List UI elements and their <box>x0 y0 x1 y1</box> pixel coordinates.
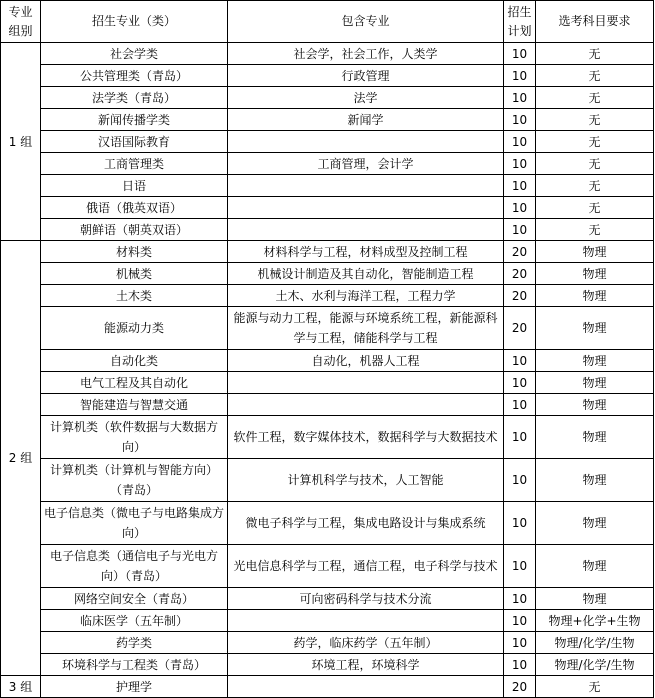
group-label: 3 组 <box>1 676 41 698</box>
category-cell: 材料类 <box>41 241 228 263</box>
majors-cell: 法学 <box>228 87 504 109</box>
table-row <box>1 263 654 285</box>
subjects-cell: 无 <box>536 153 654 175</box>
majors-cell: 机械设计制造及其自动化，智能制造工程 <box>228 263 504 285</box>
majors-cell <box>228 610 504 632</box>
category-cell: 临床医学（五年制） <box>41 610 228 632</box>
category-cell: 智能建造与智慧交通 <box>41 394 228 416</box>
majors-cell <box>228 219 504 241</box>
category-cell: 电子信息类（通信电子与光电方向）（青岛） <box>41 545 228 588</box>
plan-cell: 10 <box>504 610 536 632</box>
majors-cell: 工商管理，会计学 <box>228 153 504 175</box>
table-row <box>1 65 654 87</box>
category-cell: 计算机类（软件数据与大数据方向） <box>41 416 228 459</box>
category-cell: 药学类 <box>41 632 228 654</box>
plan-cell: 10 <box>504 372 536 394</box>
table-row <box>1 87 654 109</box>
plan-cell: 10 <box>504 87 536 109</box>
header-plan: 招生计划 <box>504 1 536 43</box>
majors-cell: 自动化，机器人工程 <box>228 350 504 372</box>
plan-cell: 10 <box>504 502 536 545</box>
majors-cell: 环境工程，环境科学 <box>228 654 504 676</box>
subjects-cell: 物理 <box>536 350 654 372</box>
table-row <box>1 610 654 632</box>
category-cell: 电气工程及其自动化 <box>41 372 228 394</box>
subjects-cell: 物理 <box>536 545 654 588</box>
category-cell: 新闻传播学类 <box>41 109 228 131</box>
majors-cell: 光电信息科学与工程，通信工程，电子科学与技术 <box>228 545 504 588</box>
header-majors: 包含专业 <box>228 1 504 43</box>
category-cell: 汉语国际教育 <box>41 131 228 153</box>
category-cell: 法学类（青岛） <box>41 87 228 109</box>
plan-cell: 20 <box>504 307 536 350</box>
category-cell: 土木类 <box>41 285 228 307</box>
table-row <box>1 131 654 153</box>
subjects-cell: 无 <box>536 197 654 219</box>
table-row <box>1 676 654 698</box>
majors-cell <box>228 175 504 197</box>
plan-cell: 10 <box>504 175 536 197</box>
subjects-cell: 物理+化学+生物 <box>536 610 654 632</box>
majors-cell: 能源与动力工程，能源与环境系统工程，新能源科学与工程，储能科学与工程 <box>228 307 504 350</box>
majors-cell <box>228 372 504 394</box>
majors-cell <box>228 131 504 153</box>
header-group: 专业组别 <box>1 1 41 43</box>
subjects-cell: 物理 <box>536 285 654 307</box>
table-row <box>1 241 654 263</box>
subjects-cell: 无 <box>536 43 654 65</box>
table-row <box>1 219 654 241</box>
plan-cell: 10 <box>504 654 536 676</box>
plan-cell: 20 <box>504 285 536 307</box>
plan-cell: 20 <box>504 241 536 263</box>
category-cell: 社会学类 <box>41 43 228 65</box>
subjects-cell: 物理 <box>536 241 654 263</box>
table-row <box>1 545 654 588</box>
plan-cell: 10 <box>504 219 536 241</box>
majors-cell <box>228 197 504 219</box>
table-row <box>1 394 654 416</box>
subjects-cell: 物理 <box>536 394 654 416</box>
category-cell: 日语 <box>41 175 228 197</box>
category-cell: 机械类 <box>41 263 228 285</box>
subjects-cell: 无 <box>536 175 654 197</box>
plan-cell: 10 <box>504 109 536 131</box>
table-row <box>1 175 654 197</box>
category-cell: 朝鲜语（朝英双语） <box>41 219 228 241</box>
subjects-cell: 物理 <box>536 459 654 502</box>
plan-cell: 10 <box>504 197 536 219</box>
subjects-cell: 无 <box>536 219 654 241</box>
majors-cell: 软件工程，数字媒体技术，数据科学与大数据技术 <box>228 416 504 459</box>
subjects-cell: 物理 <box>536 372 654 394</box>
majors-cell: 新闻学 <box>228 109 504 131</box>
table-row <box>1 43 654 65</box>
table-row <box>1 632 654 654</box>
plan-cell: 10 <box>504 65 536 87</box>
group-label: 2 组 <box>1 241 41 676</box>
category-cell: 公共管理类（青岛） <box>41 65 228 87</box>
subjects-cell: 无 <box>536 87 654 109</box>
plan-cell: 10 <box>504 416 536 459</box>
header-subjects: 选考科目要求 <box>536 1 654 43</box>
majors-cell: 可向密码科学与技术分流 <box>228 588 504 610</box>
table-row <box>1 654 654 676</box>
table-row <box>1 372 654 394</box>
subjects-cell: 物理 <box>536 307 654 350</box>
subjects-cell: 物理 <box>536 502 654 545</box>
subjects-cell: 物理 <box>536 588 654 610</box>
category-cell: 工商管理类 <box>41 153 228 175</box>
majors-cell: 土木、水利与海洋工程，工程力学 <box>228 285 504 307</box>
plan-cell: 20 <box>504 676 536 698</box>
plan-cell: 10 <box>504 459 536 502</box>
majors-cell: 计算机科学与技术，人工智能 <box>228 459 504 502</box>
majors-cell <box>228 676 504 698</box>
subjects-cell: 无 <box>536 109 654 131</box>
category-cell: 计算机类（计算机与智能方向）（青岛） <box>41 459 228 502</box>
category-cell: 护理学 <box>41 676 228 698</box>
header-row <box>1 1 654 43</box>
table-row <box>1 588 654 610</box>
category-cell: 电子信息类（微电子与电路集成方向） <box>41 502 228 545</box>
group-label: 1 组 <box>1 43 41 241</box>
table-row <box>1 502 654 545</box>
majors-cell: 材料科学与工程，材料成型及控制工程 <box>228 241 504 263</box>
subjects-cell: 无 <box>536 65 654 87</box>
table-row <box>1 307 654 350</box>
plan-cell: 10 <box>504 153 536 175</box>
category-cell: 环境科学与工程类（青岛） <box>41 654 228 676</box>
majors-cell: 行政管理 <box>228 65 504 87</box>
table-row <box>1 153 654 175</box>
category-cell: 自动化类 <box>41 350 228 372</box>
plan-cell: 10 <box>504 43 536 65</box>
plan-cell: 10 <box>504 350 536 372</box>
subjects-cell: 物理/化学/生物 <box>536 654 654 676</box>
majors-cell: 微电子科学与工程，集成电路设计与集成系统 <box>228 502 504 545</box>
subjects-cell: 物理 <box>536 416 654 459</box>
table-row <box>1 350 654 372</box>
category-cell: 能源动力类 <box>41 307 228 350</box>
majors-cell: 社会学，社会工作，人类学 <box>228 43 504 65</box>
plan-cell: 10 <box>504 131 536 153</box>
subjects-cell: 物理 <box>536 263 654 285</box>
plan-cell: 10 <box>504 545 536 588</box>
table-row <box>1 285 654 307</box>
subjects-cell: 无 <box>536 131 654 153</box>
majors-cell <box>228 394 504 416</box>
majors-cell: 药学，临床药学（五年制） <box>228 632 504 654</box>
subjects-cell: 物理/化学/生物 <box>536 632 654 654</box>
table-row <box>1 197 654 219</box>
header-category: 招生专业（类） <box>41 1 228 43</box>
category-cell: 俄语（俄英双语） <box>41 197 228 219</box>
plan-cell: 10 <box>504 394 536 416</box>
category-cell: 网络空间安全（青岛） <box>41 588 228 610</box>
subjects-cell: 无 <box>536 676 654 698</box>
plan-cell: 20 <box>504 263 536 285</box>
table-row <box>1 416 654 459</box>
table-row <box>1 459 654 502</box>
plan-cell: 10 <box>504 632 536 654</box>
table-row <box>1 109 654 131</box>
plan-cell: 10 <box>504 588 536 610</box>
